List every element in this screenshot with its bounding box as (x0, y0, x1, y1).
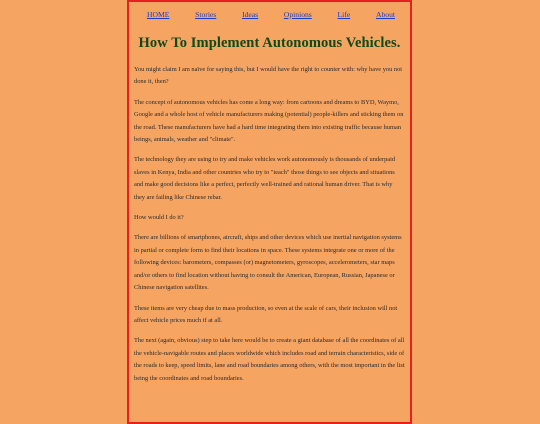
top-navigation (129, 2, 410, 19)
nav-link-stories[interactable]: Stories (195, 10, 217, 19)
article-paragraph: There are billions of smartphones, aircraft, ships and other devices which use inertial navigation systems in partial or complete form to find their locations in space. These systems integrate one or more of the following devices: barometers, compasses (or) magnetometers, gyroscopes, accelerometers, star maps and/or others to find location without having to consult the American, European, Russian, Japanese or Chinese navigation satellites. (134, 234, 402, 292)
article-paragraph: You might claim I am naïve for saying this, but I would have the right to counter with: why have you not done it, then? (134, 66, 403, 86)
nav-link-life[interactable]: Life (337, 10, 351, 19)
article-paragraph: The next (again, obvious) step to take here would be to create a giant database of all the coordinates of all the vehicle-navigable routes and places worldwide which includes road and terrain characteristics, side of the roads to keep, speed limits, lane and road boundaries among others, with the most important in the list being the coordinates and road boundaries. (134, 337, 405, 382)
nav-link-opinions[interactable]: Opinions (283, 10, 312, 19)
nav-link-home[interactable]: HOME (147, 10, 170, 19)
nav-link-about[interactable]: About (376, 10, 395, 19)
article-title: How To Implement Autonomous Vehicles. (138, 35, 401, 51)
article-paragraph: How would I do it? (134, 214, 184, 222)
article-body (129, 64, 410, 385)
nav-link-ideas[interactable]: Ideas (242, 10, 259, 19)
page-frame (127, 0, 412, 424)
article-paragraph: The concept of autonomous vehicles has come a long way: from cartoons and dreams to BYD, Waymo, Google and a whole host of vehicle manufacturers making (potential) people-killers and sticking them on the road. These manufacturers have had a hard time integrating them into existing traffic because human beings, animals, weather and "climate". (134, 98, 404, 144)
article-paragraph: These items are very cheap due to mass production, so even at the scale of cars, their inclusion will not affect vehicle prices much if at all. (134, 304, 398, 324)
article-paragraph: The technology they are using to try and make vehicles work autonomously is thousands of underpaid slaves in Kenya, India and other countries who try to "teach" those things to see objects and situations and make good decisions like a perfect, perfectly well-trained and rational human driver. That is why they are failing like Chinese rebar. (134, 156, 396, 201)
